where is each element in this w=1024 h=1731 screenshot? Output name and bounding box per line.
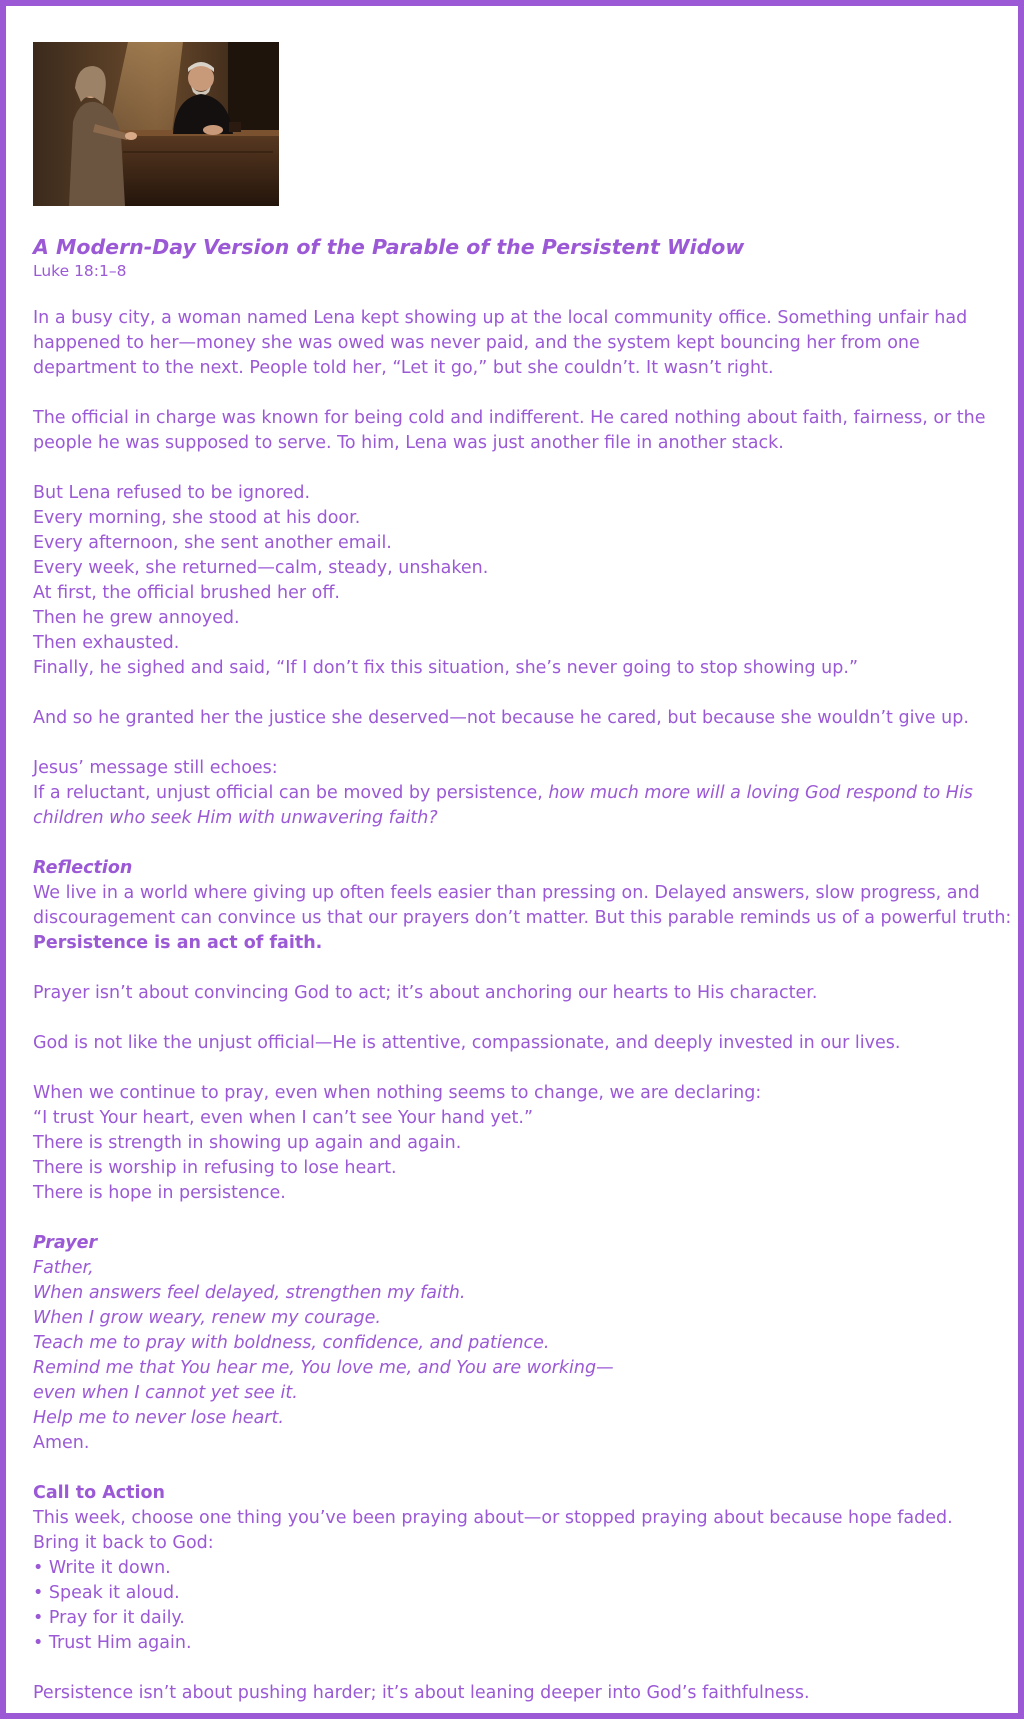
prayer-line: When I grow weary, renew my courage. [33,1308,381,1328]
courtroom-illustration [33,42,279,206]
text-line: Every week, she returned—calm, steady, unshaken. [33,558,489,578]
prayer-line: When answers feel delayed, strengthen my faith. [33,1283,466,1303]
reflection-paragraph-4 [33,1081,1013,1206]
scripture-reference: Luke 18:1–8 [33,262,127,280]
text-line: Bring it back to God: [33,1533,214,1553]
post-title: A Modern-Day Version of the Parable of the Persistent Widow [33,235,745,259]
story-paragraph-1 [33,306,1013,381]
text-line: The official in charge was known for being cold and indifferent. He cared nothing about faith, fairness, or the [33,408,986,428]
text-line: Then he grew annoyed. [33,608,240,628]
text-line: Jesus’ message still echoes: [33,758,278,778]
text-line: Persistence isn’t about pushing harder; it’s about leaning deeper into God’s faithfulness. [33,1683,810,1703]
call-to-action-heading: Call to Action [33,1483,165,1503]
italic-text: children who seek Him with unwavering faith? [33,808,438,828]
prayer-closing: Amen. [33,1433,90,1453]
story-paragraph-5 [33,756,1013,831]
prayer-heading: Prayer [33,1233,98,1253]
text-line: happened to her—money she was owed was never paid, and the system kept bouncing her from one [33,333,920,353]
text-line: There is worship in refusing to lose heart. [33,1158,397,1178]
bullet-item: • Speak it aloud. [33,1583,180,1603]
closing-paragraph [33,1681,1013,1706]
bullet-item: • Write it down. [33,1558,171,1578]
prayer-line: Remind me that You hear me, You love me, and You are working— [33,1358,614,1378]
article [33,42,1013,1731]
emphasis-text: Persistence is an act of faith. [33,933,323,953]
story-paragraph-3 [33,481,1013,681]
call-to-action-section [33,1481,1013,1656]
text-line: When we continue to pray, even when nothing seems to change, we are declaring: [33,1083,762,1103]
text-line: But Lena refused to be ignored. [33,483,311,503]
text-line [33,781,1013,806]
text-line: There is strength in showing up again and again. [33,1133,462,1153]
text-line: This week, choose one thing you’ve been praying about—or stopped praying about because hope faded. [33,1508,953,1528]
bullet-item: • Pray for it daily. [33,1608,185,1628]
prayer-line: Teach me to pray with boldness, confidence, and patience. [33,1333,550,1353]
text-line: Every morning, she stood at his door. [33,508,361,528]
story-paragraph-4 [33,706,1013,731]
reflection-heading: Reflection [33,858,133,878]
text-line: God is not like the unjust official—He is attentive, compassionate, and deeply invested in our lives. [33,1033,901,1053]
text-line: department to the next. People told her, “Let it go,” but she couldn’t. It wasn’t right. [33,358,774,378]
reflection-paragraph-2 [33,981,1013,1006]
reflection-paragraph-3 [33,1031,1013,1056]
text-line: We live in a world where giving up often feels easier than pressing on. Delayed answers, slow progress, and [33,883,980,903]
text-line: people he was supposed to serve. To him, Lena was just another file in another stack. [33,433,784,453]
story-paragraph-2 [33,406,1013,456]
prayer-line: Father, [33,1258,94,1278]
text-line: Prayer isn’t about convincing God to act; it’s about anchoring our hearts to His character. [33,983,818,1003]
text-line: Every afternoon, she sent another email. [33,533,392,553]
plain-text: If a reluctant, unjust official can be moved by persistence, [33,783,549,803]
prayer-line: Help me to never lose heart. [33,1408,284,1428]
prayer-line: even when I cannot yet see it. [33,1383,298,1403]
text-line: discouragement can convince us that our prayers don’t matter. But this parable reminds us of a powerful truth: [33,908,1012,928]
text-line: In a busy city, a woman named Lena kept showing up at the local community office. Something unfair had [33,308,968,328]
text-line: There is hope in persistence. [33,1183,286,1203]
hero-image [33,42,279,206]
reflection-section [33,856,1013,956]
text-line: Finally, he sighed and said, “If I don’t fix this situation, she’s never going to stop showing up.” [33,658,859,678]
text-line: And so he granted her the justice she deserved—not because he cared, but because she wouldn’t give up. [33,708,969,728]
text-line: “I trust Your heart, even when I can’t see Your hand yet.” [33,1108,534,1128]
text-line: Then exhausted. [33,633,180,653]
prayer-section [33,1231,1013,1456]
text-line: At first, the official brushed her off. [33,583,340,603]
italic-text: how much more will a loving God respond to His [548,783,973,803]
bullet-item: • Trust Him again. [33,1633,192,1653]
